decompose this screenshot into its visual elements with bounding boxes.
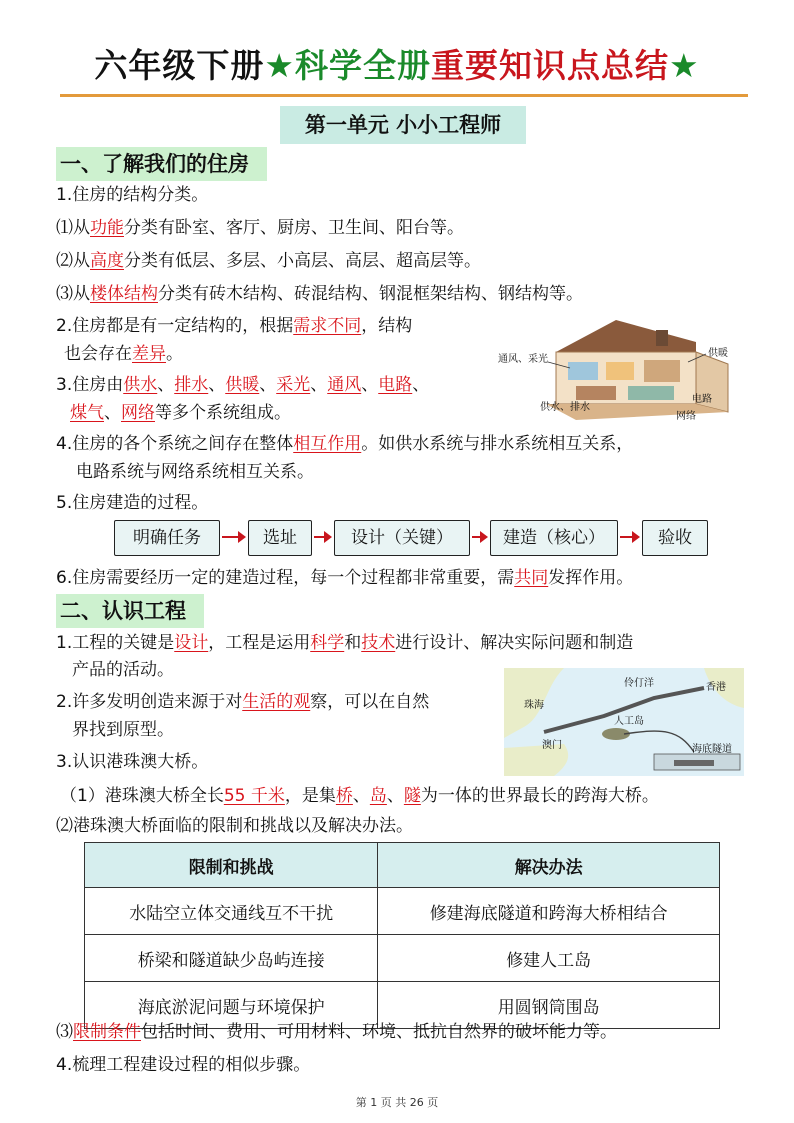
- section-heading-engineering: 二、认识工程: [56, 594, 204, 628]
- table-header: 限制和挑战: [85, 843, 378, 888]
- challenges-table: [84, 842, 720, 1029]
- text-line: 产品的活动。: [72, 660, 174, 680]
- flow-step: 设计（关键）: [334, 520, 470, 556]
- table-cell: 修建人工岛: [378, 935, 720, 982]
- label-water: 供水、排水: [540, 402, 590, 413]
- text-line: 4.梳理工程建设过程的相似步骤。: [56, 1055, 311, 1075]
- table-header-row: [85, 843, 720, 888]
- text-line: 2.住房都是有一定结构的，根据需求不同，结构: [56, 316, 413, 336]
- table-row: [85, 888, 720, 935]
- table-row: [85, 935, 720, 982]
- label-hongkong: 香港: [706, 682, 726, 693]
- keyword: 需求不同: [293, 316, 362, 336]
- keyword: 共同: [514, 568, 549, 588]
- text-line: 6.住房需要经历一定的建造过程，每一个过程都非常重要，需共同发挥作用。: [56, 568, 634, 588]
- text-line: ⑵港珠澳大桥面临的限制和挑战以及解决办法。: [56, 816, 413, 836]
- title-summary: 重要知识点总结: [431, 46, 669, 85]
- table-cell: 用圆钢筒围岛: [378, 982, 720, 1029]
- text-line: （1）港珠澳大桥全长55 千米，是集桥、岛、隧为一体的世界最长的跨海大桥。: [60, 786, 659, 806]
- text-line: 也会存在差异。: [64, 344, 183, 364]
- arrow-icon: [472, 536, 486, 538]
- table-cell: 水陆空立体交通线互不干扰: [85, 888, 378, 935]
- table-cell: 修建海底隧道和跨海大桥相结合: [378, 888, 720, 935]
- label-zhuhai: 珠海: [524, 700, 544, 711]
- star-icon: ★: [264, 46, 295, 85]
- table-cell: 桥梁和隧道缺少岛屿连接: [85, 935, 378, 982]
- arrow-icon: [222, 536, 244, 538]
- text-line: 2.许多发明创造来源于对生活的观察，可以在自然: [56, 692, 430, 712]
- label-tunnel: 海底隧道: [692, 744, 732, 755]
- label-macau: 澳门: [542, 740, 562, 751]
- title-grade: 六年级下册: [94, 46, 265, 85]
- text-line: ⑶限制条件包括时间、费用、可用材料、环境、抵抗自然界的破坏能力等。: [56, 1022, 617, 1042]
- keyword: 差异: [132, 344, 166, 364]
- text-line: 4.住房的各个系统之间存在整体相互作用。如供水系统与排水系统相互关系，: [56, 434, 634, 454]
- text-line: 1.工程的关键是设计，工程是运用科学和技术进行设计、解决实际问题和制造: [56, 633, 634, 653]
- text-line: 3.住房由供水、排水、供暖、采光、通风、电路、: [56, 375, 430, 395]
- arrow-icon: [620, 536, 638, 538]
- keyword: 高度: [90, 251, 124, 271]
- keyword: 楼体结构: [90, 284, 158, 304]
- keyword: 限制条件: [73, 1022, 141, 1042]
- section-heading-housing: 一、了解我们的住房: [56, 147, 267, 181]
- table-header: 解决办法: [378, 843, 720, 888]
- title-divider: [60, 94, 748, 97]
- table-cell: 海底淤泥问题与环境保护: [85, 982, 378, 1029]
- arrow-icon: [314, 536, 330, 538]
- text-line: 3.认识港珠澳大桥。: [56, 752, 209, 772]
- title-subject: 科学全册: [295, 46, 431, 85]
- text-line: 电路系统与网络系统相互关系。: [76, 462, 314, 482]
- bridge-map-illustration: [504, 668, 744, 776]
- keyword: 生活的观: [242, 692, 311, 712]
- flow-step: 明确任务: [114, 520, 220, 556]
- star-icon: ★: [669, 46, 700, 85]
- keyword: 相互作用: [293, 434, 362, 454]
- text-line: 1.住房的结构分类。: [56, 185, 209, 205]
- page-title: [0, 40, 794, 87]
- unit-title: 第一单元 小小工程师: [280, 106, 526, 144]
- text-line: ⑶从楼体结构分类有砖木结构、砖混结构、钢混框架结构、钢结构等。: [56, 284, 583, 304]
- flow-step: 验收: [642, 520, 708, 556]
- keyword: 功能: [90, 218, 124, 238]
- label-artificial-island: 人工岛: [614, 716, 644, 727]
- page-number: 第 1 页 共 26 页: [355, 1096, 439, 1109]
- label-network: 网络: [676, 411, 696, 422]
- text-line: 界找到原型。: [72, 720, 174, 740]
- text-line: 5.住房建造的过程。: [56, 493, 209, 513]
- label-lingding: 伶仃洋: [624, 678, 654, 689]
- text-line: 煤气、网络等多个系统组成。: [70, 403, 291, 423]
- text-line: ⑴从功能分类有卧室、客厅、厨房、卫生间、阳台等。: [56, 218, 464, 238]
- label-circuit: 电路: [692, 394, 712, 405]
- label-vent-light: 通风、采光: [498, 354, 548, 365]
- label-heating: 供暖: [708, 348, 728, 359]
- flow-step: 建造（核心）: [490, 520, 618, 556]
- flow-step: 选址: [248, 520, 312, 556]
- text-line: ⑵从高度分类有低层、多层、小高层、高层、超高层等。: [56, 251, 481, 271]
- house-illustration: [496, 312, 736, 426]
